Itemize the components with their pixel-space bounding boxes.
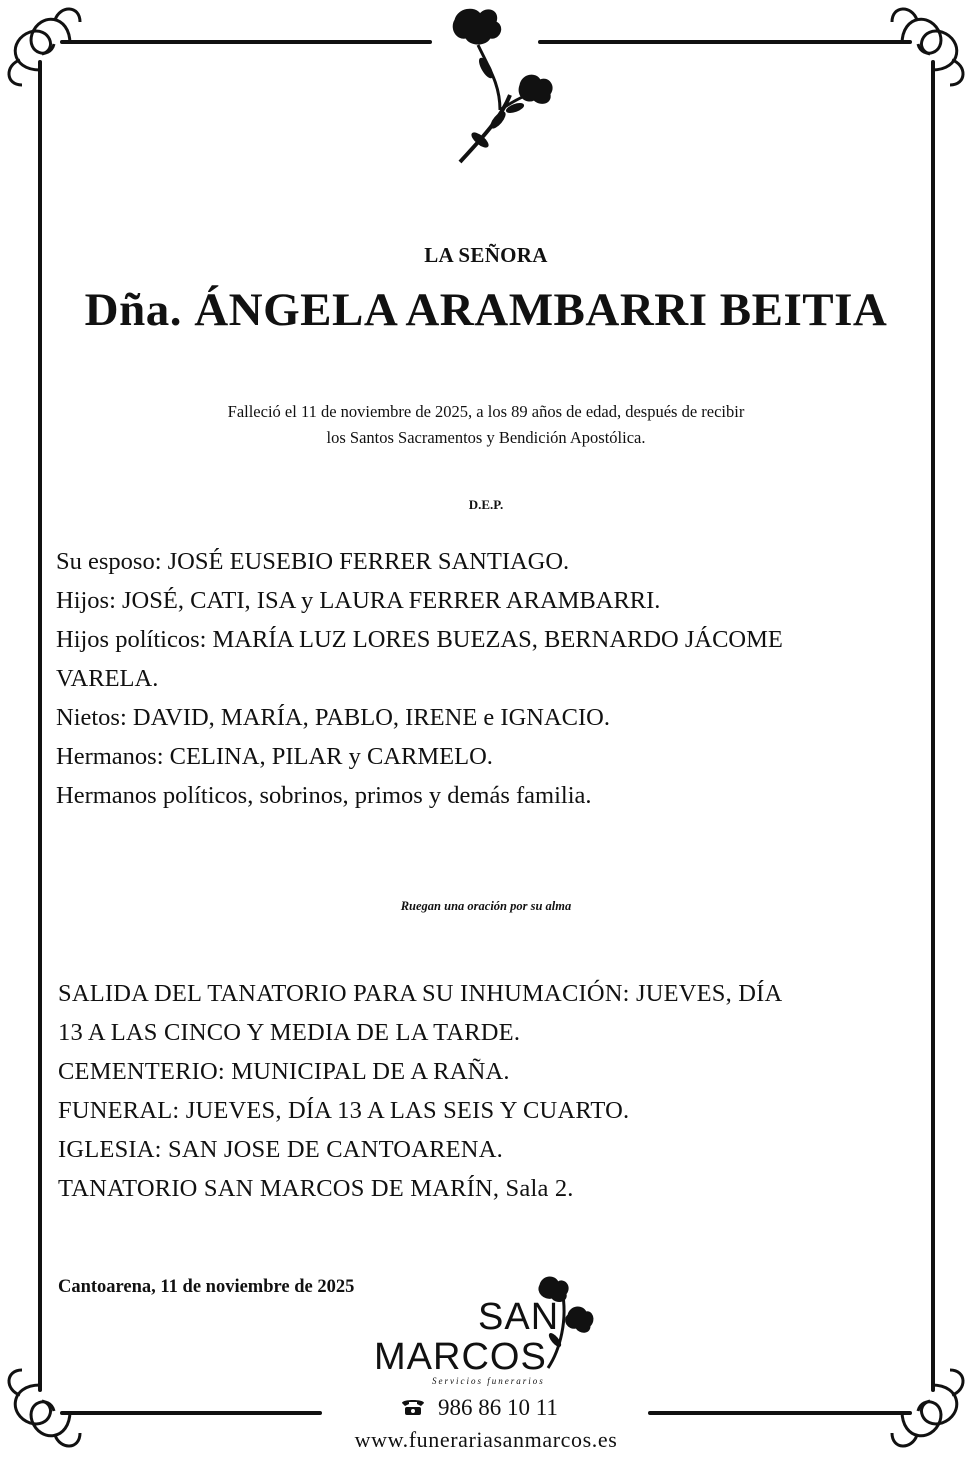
service-line: SALIDA DEL TANATORIO PARA SU INHUMACIÓN: JUEVES, DÍA: [58, 980, 783, 1007]
logo-text-marcos: MARCOS: [374, 1336, 547, 1378]
corner-ornament-top-left: [9, 9, 80, 85]
phone-number: 986 86 10 11: [438, 1395, 558, 1420]
service-line: CEMENTERIO: MUNICIPAL DE A RAÑA.: [58, 1058, 510, 1085]
deceased-name: Dña. ÁNGELA ARAMBARRI BEITIA: [84, 284, 888, 336]
services-list: [58, 974, 918, 1208]
phone-contact: [400, 1395, 558, 1423]
family-line: Hermanos: CELINA, PILAR y CARMELO.: [56, 743, 493, 770]
family-line: Hijos políticos: MARÍA LUZ LORES BUEZAS, BERNARDO JÁCOME: [56, 626, 783, 653]
family-line: Su esposo: JOSÉ EUSEBIO FERRER SANTIAGO.: [56, 548, 570, 575]
logo-tagline: Servicios funerarios: [432, 1376, 545, 1386]
service-line: TANATORIO SAN MARCOS DE MARÍN, Sala 2.: [58, 1175, 574, 1202]
prayer-request: Ruegan una oración por su alma: [400, 899, 572, 913]
telephone-icon: [400, 1397, 428, 1423]
notice-heading: LA SEÑORA: [424, 243, 548, 267]
place-and-date: Cantoarena, 11 de noviembre de 2025: [58, 1277, 355, 1297]
corner-ornament-top-right: [892, 9, 963, 85]
death-statement-line-1: Falleció el 11 de noviembre de 2025, a los 89 años de edad, después de recibir: [227, 402, 745, 421]
death-statement-line-2: los Santos Sacramentos y Bendición Apostólica.: [326, 428, 646, 447]
family-line: Hijos: JOSÉ, CATI, ISA y LAURA FERRER ARAMBARRI.: [56, 587, 661, 614]
family-line: VARELA.: [56, 665, 159, 692]
family-list: [56, 542, 916, 815]
website-link[interactable]: www.funerariasanmarcos.es: [354, 1427, 618, 1452]
service-line: 13 A LAS CINCO Y MEDIA DE LA TARDE.: [58, 1019, 521, 1046]
logo-text-san: SAN: [478, 1296, 560, 1338]
flower-icon: [453, 9, 552, 162]
family-line: Hermanos políticos, sobrinos, primos y demás familia.: [56, 782, 592, 809]
dep-text: D.E.P.: [468, 497, 504, 512]
service-line: IGLESIA: SAN JOSE DE CANTOARENA.: [58, 1136, 503, 1163]
family-line: Nietos: DAVID, MARÍA, PABLO, IRENE e IGNACIO.: [56, 704, 610, 731]
service-line: FUNERAL: JUEVES, DÍA 13 A LAS SEIS Y CUARTO.: [58, 1097, 630, 1124]
